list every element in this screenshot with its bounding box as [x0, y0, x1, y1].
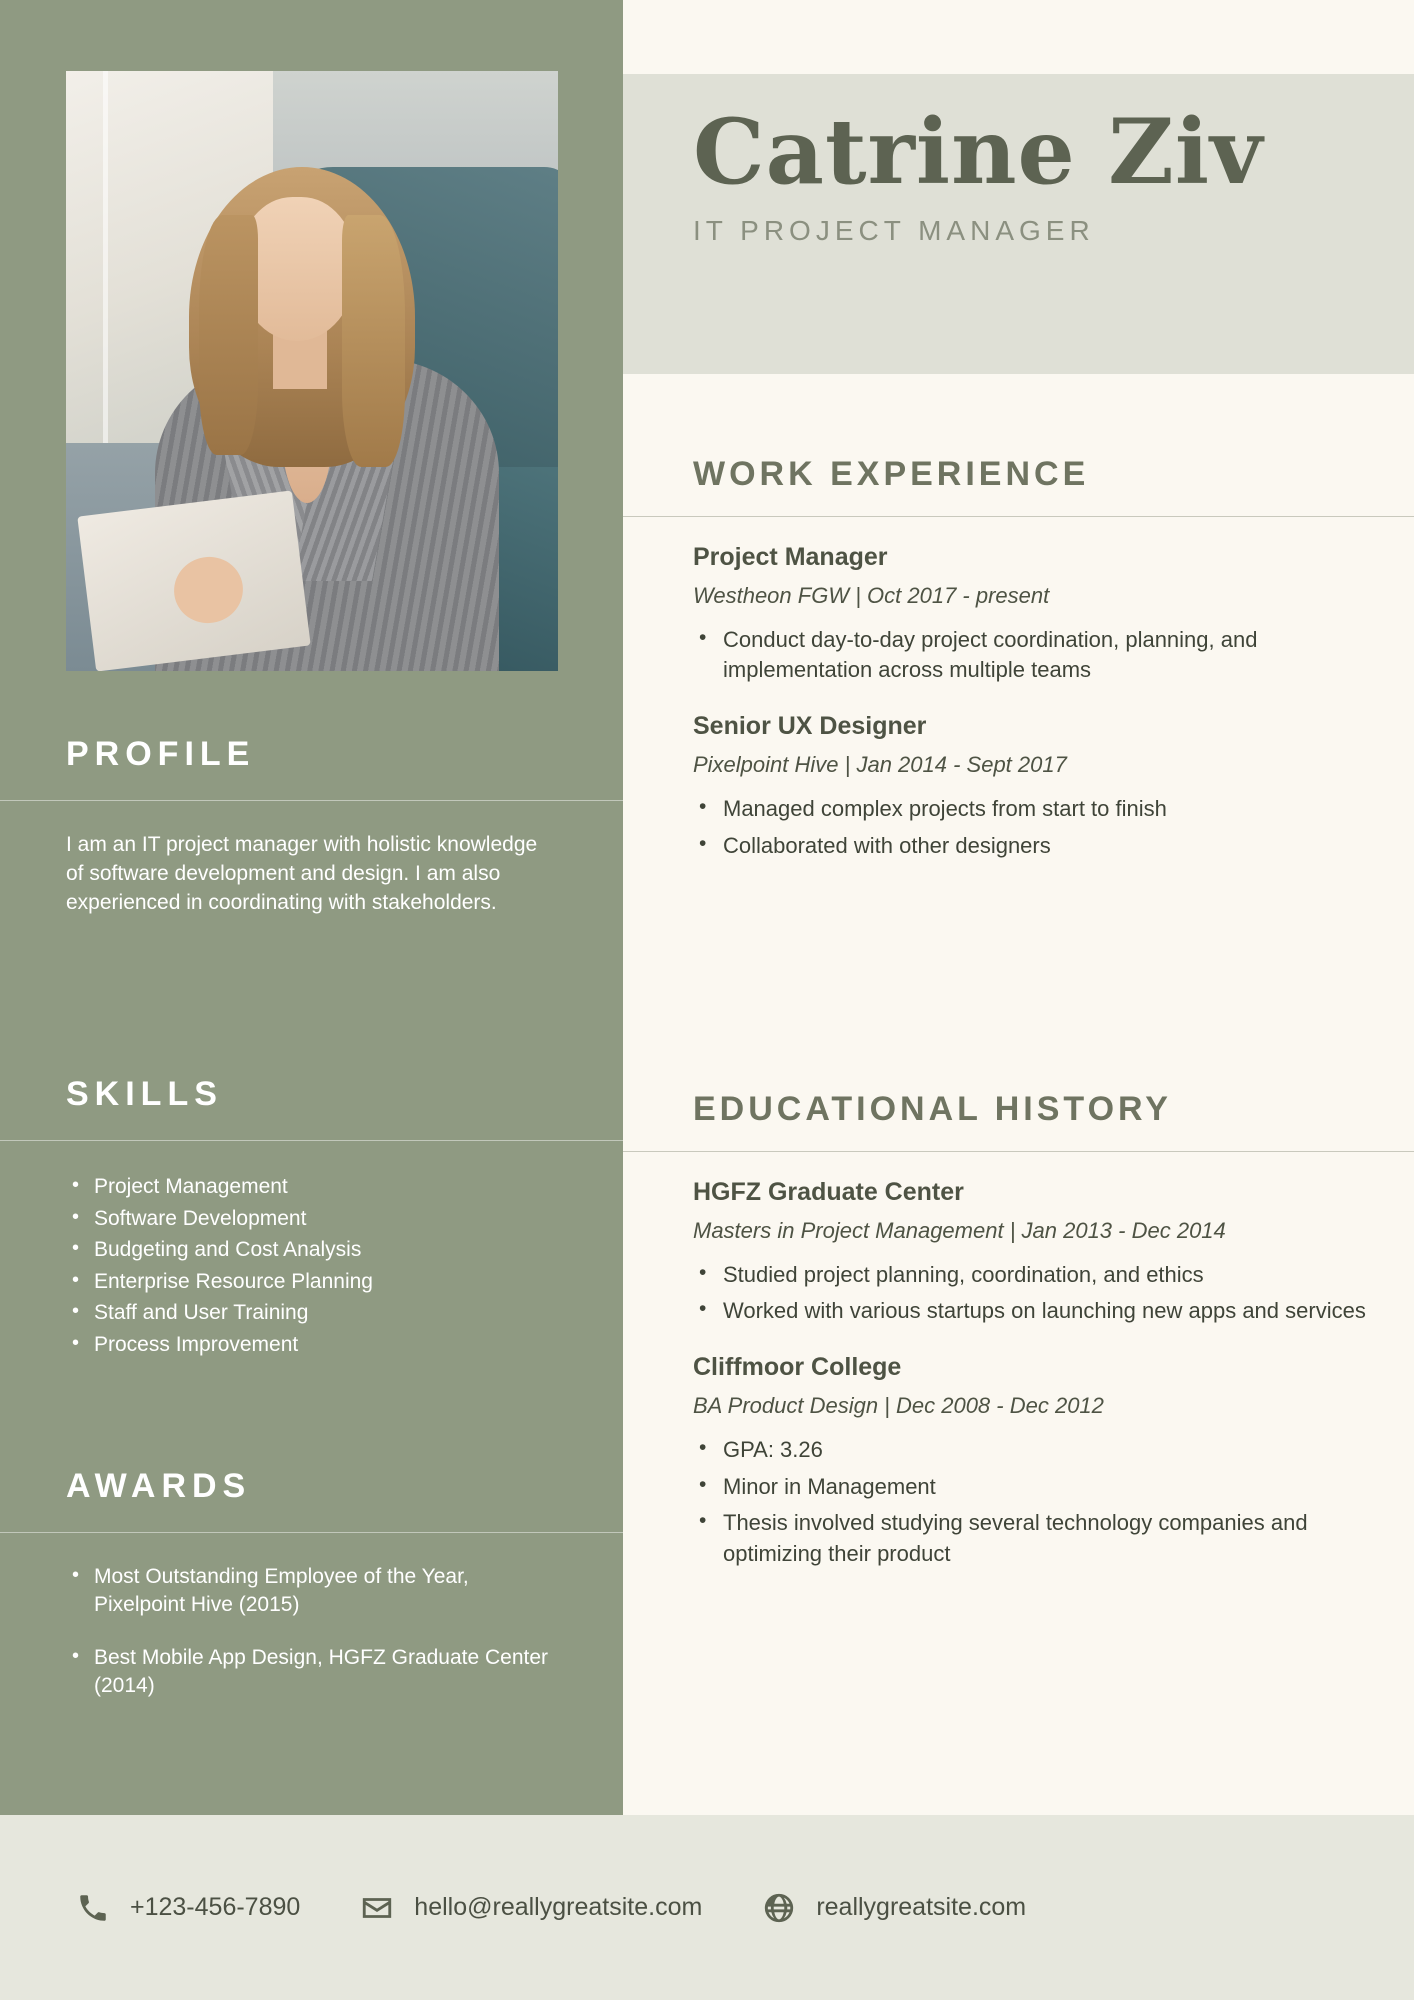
list-item: • Process Improvement	[66, 1329, 557, 1361]
phone-icon	[76, 1891, 110, 1925]
work-entry	[623, 712, 1414, 861]
page-title: Catrine Ziv	[693, 99, 1264, 205]
awards-section	[0, 1467, 623, 1724]
education-heading: EDUCATIONAL HISTORY	[693, 1090, 1172, 1128]
entry-title: HGFZ Graduate Center	[693, 1178, 964, 1206]
list-item: • Software Development	[66, 1203, 557, 1235]
entry-bullets	[693, 1435, 1374, 1570]
list-item: • Staff and User Training	[66, 1297, 557, 1329]
list-item: • Minor in Management	[693, 1472, 1374, 1503]
entry-bullets	[693, 625, 1374, 687]
main-content	[623, 0, 1414, 1815]
entry-subtitle: Westheon FGW | Oct 2017 - present	[693, 583, 1050, 608]
job-title: IT PROJECT MANAGER	[693, 214, 1095, 246]
list-item: • Most Outstanding Employee of the Year, Pixelpoint Hive (2015)	[66, 1563, 557, 1620]
entry-title: Senior UX Designer	[693, 712, 927, 741]
education-entry	[623, 1178, 1414, 1327]
phone-text: +123-456-7890	[130, 1893, 301, 1921]
list-item: • GPA: 3.26	[693, 1435, 1374, 1466]
list-item: • Studied project planning, coordination, and ethics	[693, 1260, 1374, 1291]
work-entry	[623, 543, 1414, 686]
portrait-image	[66, 71, 558, 671]
entry-bullets	[693, 794, 1374, 862]
list-item: • Enterprise Resource Planning	[66, 1266, 557, 1298]
entry-subtitle: Masters in Project Management | Jan 2013 - Dec 2014	[693, 1218, 1226, 1243]
contact-footer	[0, 1815, 1414, 2000]
entry-title: Cliffmoor College	[693, 1353, 902, 1382]
divider	[623, 516, 1414, 517]
contact-phone[interactable]	[76, 1891, 300, 1925]
contact-email[interactable]	[360, 1891, 702, 1925]
profile-text: I am an IT project manager with holistic knowledge of software development and design. I am also experienced in coordinating with stakeholders.	[66, 833, 538, 914]
website-text: reallygreatsite.com	[816, 1893, 1027, 1921]
skills-body	[0, 1141, 623, 1360]
list-item: • Collaborated with other designers	[693, 831, 1374, 862]
education-section	[623, 1090, 1414, 1576]
contact-website[interactable]	[762, 1891, 1026, 1925]
sidebar	[0, 0, 623, 1815]
entry-title: Project Manager	[693, 543, 888, 571]
name-band	[623, 74, 1414, 374]
awards-heading: AWARDS	[66, 1467, 252, 1505]
envelope-icon	[360, 1891, 394, 1925]
list-item: • Managed complex projects from start to finish	[693, 794, 1374, 825]
list-item: • Worked with various startups on launching new apps and services	[693, 1296, 1374, 1327]
skills-section	[0, 1075, 623, 1360]
list-item: • Conduct day-to-day project coordination, planning, and implementation across multiple teams	[693, 625, 1374, 687]
awards-body	[0, 1533, 623, 1700]
list-item: • Project Management	[66, 1171, 557, 1203]
awards-list	[66, 1563, 557, 1700]
profile-section	[0, 735, 623, 918]
email-text: hello@reallygreatsite.com	[414, 1893, 703, 1921]
entry-subtitle: BA Product Design | Dec 2008 - Dec 2012	[693, 1393, 1104, 1419]
work-experience-heading: WORK EXPERIENCE	[693, 455, 1090, 493]
skills-heading: SKILLS	[66, 1075, 223, 1113]
globe-icon	[762, 1891, 796, 1925]
profile-heading: PROFILE	[66, 735, 256, 773]
list-item: • Budgeting and Cost Analysis	[66, 1234, 557, 1266]
list-item: • Thesis involved studying several technology companies and optimizing their product	[693, 1508, 1374, 1570]
work-experience-section	[623, 455, 1414, 867]
entry-bullets	[693, 1260, 1374, 1328]
skills-list	[66, 1171, 557, 1360]
entry-subtitle: Pixelpoint Hive | Jan 2014 - Sept 2017	[693, 752, 1067, 778]
profile-body	[0, 801, 623, 918]
profile-photo	[66, 71, 558, 671]
divider	[623, 1151, 1414, 1152]
list-item: • Best Mobile App Design, HGFZ Graduate Center (2014)	[66, 1644, 557, 1701]
education-entry	[623, 1353, 1414, 1570]
